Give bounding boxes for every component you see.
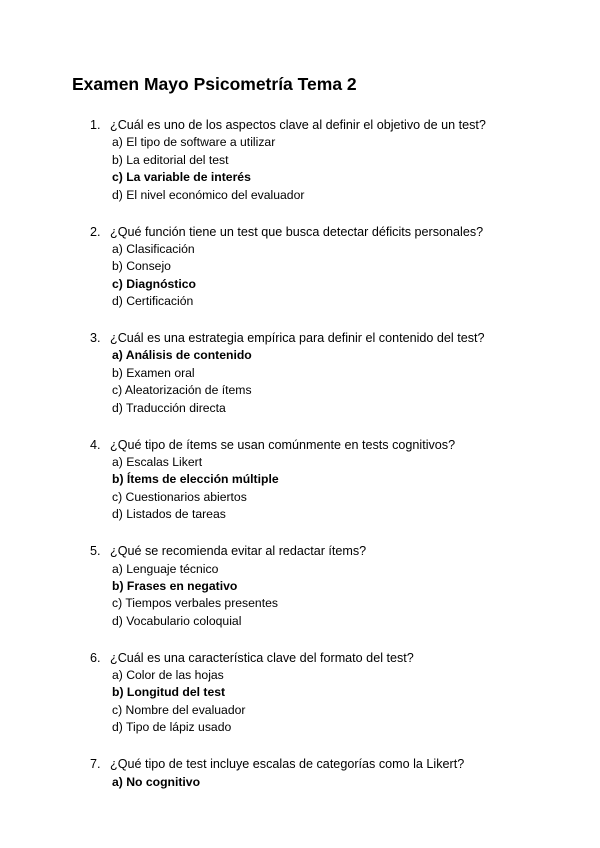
answer-options: [112, 561, 600, 631]
question-2: [0, 224, 600, 311]
answer-option: c) Nombre del evaluador: [112, 702, 246, 717]
answer-options: [112, 241, 600, 311]
answer-options: [112, 454, 600, 524]
correct-answer-option: c) Diagnóstico: [112, 276, 196, 291]
answer-options: [112, 134, 600, 204]
answer-option: d) Vocabulario coloquial: [112, 613, 242, 628]
answer-option: d) Certificación: [112, 294, 194, 309]
answer-option: c) Aleatorización de ítems: [112, 383, 252, 398]
answer-option: b) Examen oral: [112, 365, 195, 380]
answer-option: c) Cuestionarios abiertos: [112, 489, 247, 504]
question-text: ¿Qué tipo de test incluye escalas de categorías como la Likert?: [110, 757, 465, 772]
answer-option: a) Escalas Likert: [112, 455, 203, 469]
correct-answer-option: a) No cognitivo: [112, 774, 201, 789]
question-number: 4.: [90, 437, 101, 452]
question-number: 3.: [90, 331, 101, 346]
question-7: [0, 756, 600, 791]
answer-options: [112, 347, 600, 417]
answer-option: a) Color de las hojas: [112, 668, 224, 683]
correct-answer-option: b) Longitud del test: [112, 685, 226, 700]
question-6: [0, 650, 600, 737]
question-5: [0, 543, 600, 630]
answer-option: d) Traducción directa: [112, 400, 226, 415]
question-number: 5.: [90, 544, 101, 559]
question-text: ¿Cuál es una característica clave del formato del test?: [110, 650, 414, 665]
answer-option: a) Lenguaje técnico: [112, 561, 219, 576]
question-text: ¿Qué función tiene un test que busca detectar déficits personales?: [110, 224, 484, 239]
answer-option: d) Listados de tareas: [112, 507, 226, 522]
answer-option: b) La editorial del test: [112, 152, 229, 167]
correct-answer-option: b) Ítems de elección múltiple: [112, 472, 279, 487]
correct-answer-option: b) Frases en negativo: [112, 578, 238, 593]
answer-option: c) Tiempos verbales presentes: [112, 596, 278, 611]
answer-options: [112, 774, 600, 791]
correct-answer-option: c) La variable de interés: [112, 170, 251, 185]
question-1: [0, 117, 600, 204]
question-text: ¿Cuál es una estrategia empírica para definir el contenido del test?: [110, 331, 485, 346]
question-text: ¿Qué tipo de ítems se usan comúnmente en tests cognitivos?: [110, 437, 456, 452]
question-3: [0, 330, 600, 417]
question-list: [0, 117, 600, 811]
answer-options: [112, 667, 600, 737]
correct-answer-option: a) Análisis de contenido: [112, 348, 252, 363]
question-4: [0, 437, 600, 524]
question-number: 1.: [90, 118, 101, 132]
document-title: Examen Mayo Psicometría Tema 2: [72, 74, 357, 94]
answer-option: d) El nivel económico del evaluador: [112, 187, 305, 202]
question-number: 6.: [90, 650, 101, 665]
question-text: ¿Qué se recomienda evitar al redactar ítems?: [110, 544, 367, 559]
answer-option: a) El tipo de software a utilizar: [112, 135, 276, 150]
answer-option: a) Clasificación: [112, 241, 195, 256]
answer-option: b) Consejo: [112, 259, 171, 274]
question-number: 7.: [90, 757, 101, 772]
question-text: ¿Cuál es uno de los aspectos clave al definir el objetivo de un test?: [110, 118, 486, 132]
answer-option: d) Tipo de lápiz usado: [112, 720, 232, 735]
question-number: 2.: [90, 224, 101, 239]
